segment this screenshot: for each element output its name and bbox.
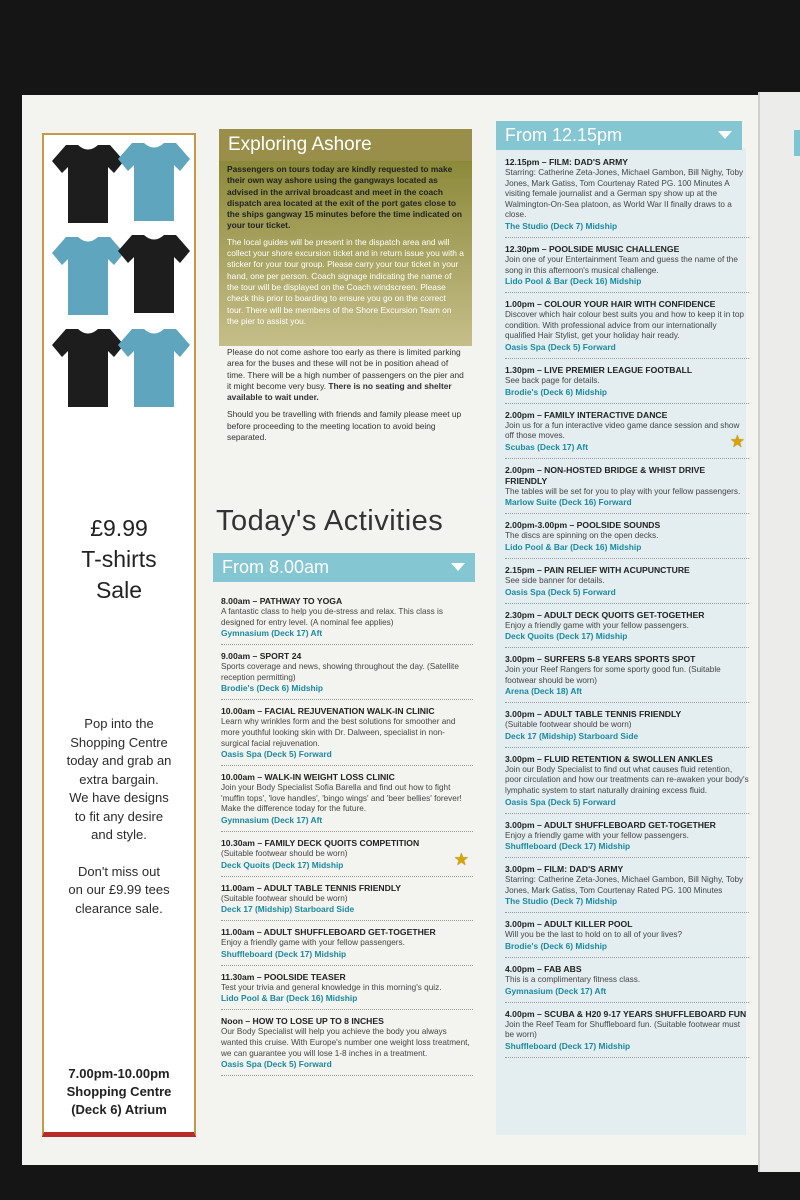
activity-location: Arena (Deck 18) Aft — [505, 686, 582, 697]
activity-title: Noon – HOW TO LOSE UP TO 8 INCHES — [221, 1016, 384, 1027]
ashore-paragraph: The local guides will be present in the dispatch area and will collect your shore excursion ticket and in return issue you with a sticker for your tour group. Please carry your tour ticket in your hand, one per person. Coach signage indicating the name of the tour will be displayed on the Coach windscreen. Please check this prior to boarding to ensure you go on the correct tour. There will be members of the Shore Excursion Team on the pier to assist you. — [227, 236, 464, 326]
activity-title: 3.00pm – SURFERS 5-8 YEARS SPORTS SPOT — [505, 654, 696, 665]
activity-item — [505, 299, 749, 359]
promo-line: clearance sale. — [75, 900, 163, 916]
promo-line: We have designs — [69, 790, 169, 805]
activity-title: 11.00am – ADULT TABLE TENNIS FRIENDLY — [221, 882, 402, 893]
activity-item — [505, 709, 749, 748]
activity-item — [505, 157, 749, 238]
activity-location: Lido Pool & Bar (Deck 16) Midship — [505, 276, 642, 287]
activity-description: Test your trivia and general knowledge in this morning's quiz. — [221, 982, 442, 992]
activity-item — [505, 919, 749, 958]
activity-title: 12.15pm – FILM: DAD'S ARMY — [505, 157, 629, 167]
activity-title: 9.00am – SPORT 24 — [221, 651, 302, 662]
promo-line: Don't miss out — [78, 863, 160, 879]
activity-item — [221, 651, 473, 700]
activity-title: 2.15pm – PAIN RELIEF WITH ACUPUNCTURE — [505, 564, 690, 575]
activity-location: Oasis Spa (Deck 5) Forward — [505, 586, 616, 597]
activity-description: Discover which hair colour best suits you and how to keep it in top condition. With professional advice from our internationally qualified Hair Stylist, get your holiday hair ready. — [505, 310, 744, 341]
activity-item — [505, 654, 749, 703]
from-1215pm-band — [496, 121, 742, 150]
activity-location: Marlow Suite (Deck 16) Forward — [505, 497, 632, 508]
activity-item — [221, 706, 473, 766]
activity-description: Join us for a fun interactive video game dance session and show off those moves. — [505, 420, 740, 441]
activity-description: Sports coverage and news, showing throughout the day. (Satellite reception permitting) — [221, 662, 459, 682]
activity-item — [505, 820, 749, 859]
activity-description: Enjoy a friendly game with your fellow passengers. — [505, 830, 689, 840]
activity-title: 4.00pm – SCUBA & H20 9-17 YEARS SHUFFLEBOARD FUN — [505, 1008, 747, 1019]
activity-item — [505, 410, 749, 459]
activity-location: Gymnasium (Deck 17) Aft — [221, 628, 323, 639]
activity-location: Deck Quoits (Deck 17) Midship — [505, 631, 628, 642]
activity-description: This is a complimentary fitness class. — [505, 975, 641, 985]
activity-location: Deck 17 (Midship) Starboard Side — [505, 730, 639, 741]
activity-location: The Studio (Deck 7) Midship — [505, 220, 618, 231]
activity-item — [505, 754, 749, 814]
next-page-tab — [794, 130, 800, 156]
activity-title: 1.00pm – COLOUR YOUR HAIR WITH CONFIDENCE — [505, 299, 716, 310]
ashore-para2-bold: There is no seating and shelter available to wait under. — [227, 380, 452, 403]
activity-title: 4.00pm – FAB ABS — [505, 964, 582, 975]
band-label: From 8.00am — [222, 557, 330, 577]
activity-title: 8.00am – PATHWAY TO YOGA — [221, 596, 343, 606]
activity-description: Join our Body Specialist to find out what causes fluid retention, poor circulation and how our treatments can re-awaken your body's lymphatic system to start naturally draining excess fluid. — [505, 764, 749, 796]
activity-title: 3.00pm – FLUID RETENTION & SWOLLEN ANKLES — [505, 753, 713, 764]
afternoon-activities-list — [505, 157, 749, 1064]
activity-location: Lido Pool & Bar (Deck 16) Midship — [221, 993, 358, 1004]
activity-location: Shuffleboard (Deck 17) Midship — [505, 841, 631, 852]
activity-location: Oasis Spa (Deck 5) Forward — [505, 341, 616, 352]
exploring-ashore-box — [219, 161, 472, 346]
activity-description: Starring: Catherine Zeta-Jones, Michael Gambon, Bill Nighy, Toby Jones, Mark Gatiss, Tom Courtenay Rated PG. 100 Minutes — [505, 875, 744, 895]
activity-item — [505, 244, 749, 293]
todays-activities-title: Today's Activities — [216, 505, 444, 537]
promo-line: Pop into the — [84, 716, 154, 731]
activity-item — [505, 365, 749, 404]
activity-description: Join your Body Specialist Sofia Barella and find out how to fight 'muffin tops', 'love handles', 'bingo wings' and 'beer bellies' forever! Make the difference today for the future. — [221, 783, 462, 814]
activity-description: A fantastic class to help you de-stress and relax. This class is designed for entry level. (A nominal fee applies) — [221, 607, 443, 627]
activity-location: The Studio (Deck 7) Midship — [505, 896, 618, 907]
promo-line: Shopping Centre — [70, 734, 168, 750]
activity-location: Brodie's (Deck 6) Midship — [505, 386, 608, 397]
chevron-down-icon — [718, 131, 732, 139]
chevron-down-icon — [451, 563, 465, 571]
promo-time: 7.00pm-10.00pm — [68, 1066, 170, 1081]
activity-description: Will you be the last to hold on to all of your lives? — [505, 930, 683, 940]
activity-title: 2.00pm – FAMILY INTERACTIVE DANCE — [505, 409, 668, 420]
promo-line: to fit any desire — [74, 808, 164, 824]
activity-item — [505, 964, 749, 1003]
activity-title: 3.00pm – ADULT SHUFFLEBOARD GET-TOGETHER — [505, 819, 716, 830]
activity-description: Learn why wrinkles form and the best solutions for smoother and more youthful looking skin with Dr. Dalween, specialist in non-surgical facial rejuvenation. — [221, 717, 456, 748]
activity-title: 10.00am – WALK-IN WEIGHT LOSS CLINIC — [221, 772, 395, 783]
family-star-icon: ★ — [453, 849, 469, 869]
ashore-more-text — [219, 347, 472, 449]
tshirts-image — [48, 141, 194, 427]
from-8am-band — [213, 553, 475, 582]
activity-title: 11.00am – ADULT SHUFFLEBOARD GET-TOGETHER — [221, 927, 436, 938]
family-star-icon: ★ — [729, 431, 745, 451]
activity-description: Starring: Catherine Zeta-Jones, Michael Gambon, Bill Nighy, Toby Jones, Mark Gatiss, Tom Courtenay Rated PG. 100 Minutes A visiting female journalist and a German spy show up at the Walmington-On-Sea platoon, as World War II finally draws to a close. — [505, 168, 744, 220]
activity-description: (Suitable footwear should be worn) — [221, 848, 348, 858]
activity-item — [221, 1016, 473, 1076]
promo-price: £9.99 — [90, 515, 148, 541]
activity-description: The tables will be set for you to play with your fellow passengers. — [505, 486, 741, 496]
promo-place: (Deck 6) Atrium — [71, 1102, 167, 1117]
activity-location: Shuffleboard (Deck 17) Midship — [505, 1040, 631, 1051]
ashore-paragraph: Should you be travelling with friends and family please meet up before proceeding to the meeting location to avoid being separated. — [227, 409, 462, 443]
activity-description: Join one of your Entertainment Team and guess the name of the song in this afternoon's musical challenge. — [505, 254, 738, 275]
activity-location: Shuffleboard (Deck 17) Midship — [221, 948, 347, 959]
activity-description: (Suitable footwear should be worn) — [505, 720, 632, 730]
activity-title: 3.00pm – FILM: DAD'S ARMY — [505, 864, 624, 875]
band-label: From 12.15pm — [505, 125, 623, 145]
promo-time-place — [44, 1065, 194, 1119]
activity-location: Oasis Spa (Deck 5) Forward — [221, 749, 332, 760]
activity-item — [505, 610, 749, 649]
activity-item — [221, 927, 473, 966]
promo-line: and style. — [91, 827, 147, 842]
ashore-bold-notice: Passengers on tours today are kindly requested to make their own way ashore using the gangways located as advised in the arrival broadcast and meet in the coach dispatch area located at the exit of the port gates close to the ships gangway 15 minutes before the time indicated on your tour ticket. — [227, 164, 463, 231]
promo-line: extra bargain. — [79, 771, 159, 787]
promo-line: on our £9.99 tees — [68, 882, 170, 897]
activity-item — [505, 565, 749, 604]
tshirt-sale-promo — [42, 133, 196, 1137]
activity-title: 3.00pm – ADULT TABLE TENNIS FRIENDLY — [505, 709, 682, 720]
activity-item — [221, 596, 473, 645]
activity-title: 3.00pm – ADULT KILLER POOL — [505, 919, 633, 930]
activity-description: Enjoy a friendly game with your fellow passengers. — [221, 938, 405, 948]
activity-title: 2.30pm – ADULT DECK QUOITS GET-TOGETHER — [505, 609, 705, 620]
promo-place: Shopping Centre — [66, 1084, 172, 1099]
activity-location: Scubas (Deck 17) Aft — [505, 441, 589, 452]
promo-line: today and grab an — [66, 753, 172, 768]
activity-location: Oasis Spa (Deck 5) Forward — [505, 796, 616, 807]
activity-item — [221, 972, 473, 1011]
activity-item — [505, 864, 749, 913]
activity-location: Brodie's (Deck 6) Midship — [221, 683, 324, 694]
activity-title: 1.30pm – LIVE PREMIER LEAGUE FOOTBALL — [505, 364, 693, 375]
activity-location: Gymnasium (Deck 17) Aft — [505, 985, 607, 996]
activity-item — [505, 520, 749, 559]
next-page-edge — [758, 92, 800, 1172]
activity-title: 10.30am – FAMILY DECK QUOITS COMPETITION — [221, 837, 420, 848]
morning-activities-list — [221, 596, 473, 1082]
activity-title: 12.30pm – POOLSIDE MUSIC CHALLENGE — [505, 243, 680, 254]
activity-item — [221, 772, 473, 832]
activity-item — [505, 465, 749, 515]
activity-description: Enjoy a friendly game with your fellow passengers. — [505, 620, 689, 630]
activity-description: Join the Reef Team for Shuffleboard fun. (Suitable footwear must be worn) — [505, 1019, 740, 1040]
activity-description: See side banner for details. — [505, 575, 605, 585]
activity-location: Lido Pool & Bar (Deck 16) Midship — [505, 541, 642, 552]
activity-item — [221, 883, 473, 922]
promo-price-heading — [44, 513, 194, 606]
ashore-paragraph — [227, 347, 464, 403]
promo-body — [44, 715, 194, 918]
activity-description: (Suitable footwear should be worn) — [221, 893, 348, 903]
promo-item: T-shirts — [81, 546, 157, 572]
activity-description: Join your Reef Rangers for some sporty good fun. (Suitable footwear should be worn) — [505, 665, 721, 685]
promo-sale: Sale — [95, 577, 143, 603]
activity-location: Deck Quoits (Deck 17) Midship — [221, 859, 344, 870]
activity-location: Oasis Spa (Deck 5) Forward — [221, 1059, 332, 1070]
activity-location: Brodie's (Deck 6) Midship — [505, 941, 608, 952]
activity-title: 10.00am – FACIAL REJUVENATION WALK-IN CLINIC — [221, 706, 435, 717]
ashore-para2: Please do not come ashore too early as there is limited parking area for the buses and these will not be in position ahead of time. There will be a high number of passengers on the pier and it might become very busy. — [227, 347, 464, 391]
activity-item — [221, 838, 473, 877]
activity-location: Gymnasium (Deck 17) Aft — [221, 814, 323, 825]
activity-description: See back page for details. — [505, 375, 600, 385]
activity-title: 11.30am – POOLSIDE TEASER — [221, 971, 346, 982]
activity-description: The discs are spinning on the open decks. — [505, 531, 659, 541]
activity-item — [505, 1009, 749, 1058]
activity-location: Deck 17 (Midship) Starboard Side — [221, 904, 355, 915]
activity-description: Our Body Specialist will help you achieve the body you always wanted this cruise. With Europe's number one weight loss treatment, we can guarantee you will lose 1-8 inches in a treatment. — [221, 1027, 470, 1058]
exploring-ashore-title: Exploring Ashore — [219, 129, 472, 161]
activity-title: 2.00pm – NON-HOSTED BRIDGE & WHIST DRIVE FRIENDLY — [505, 464, 706, 486]
activity-title: 2.00pm-3.00pm – POOLSIDE SOUNDS — [505, 520, 661, 531]
